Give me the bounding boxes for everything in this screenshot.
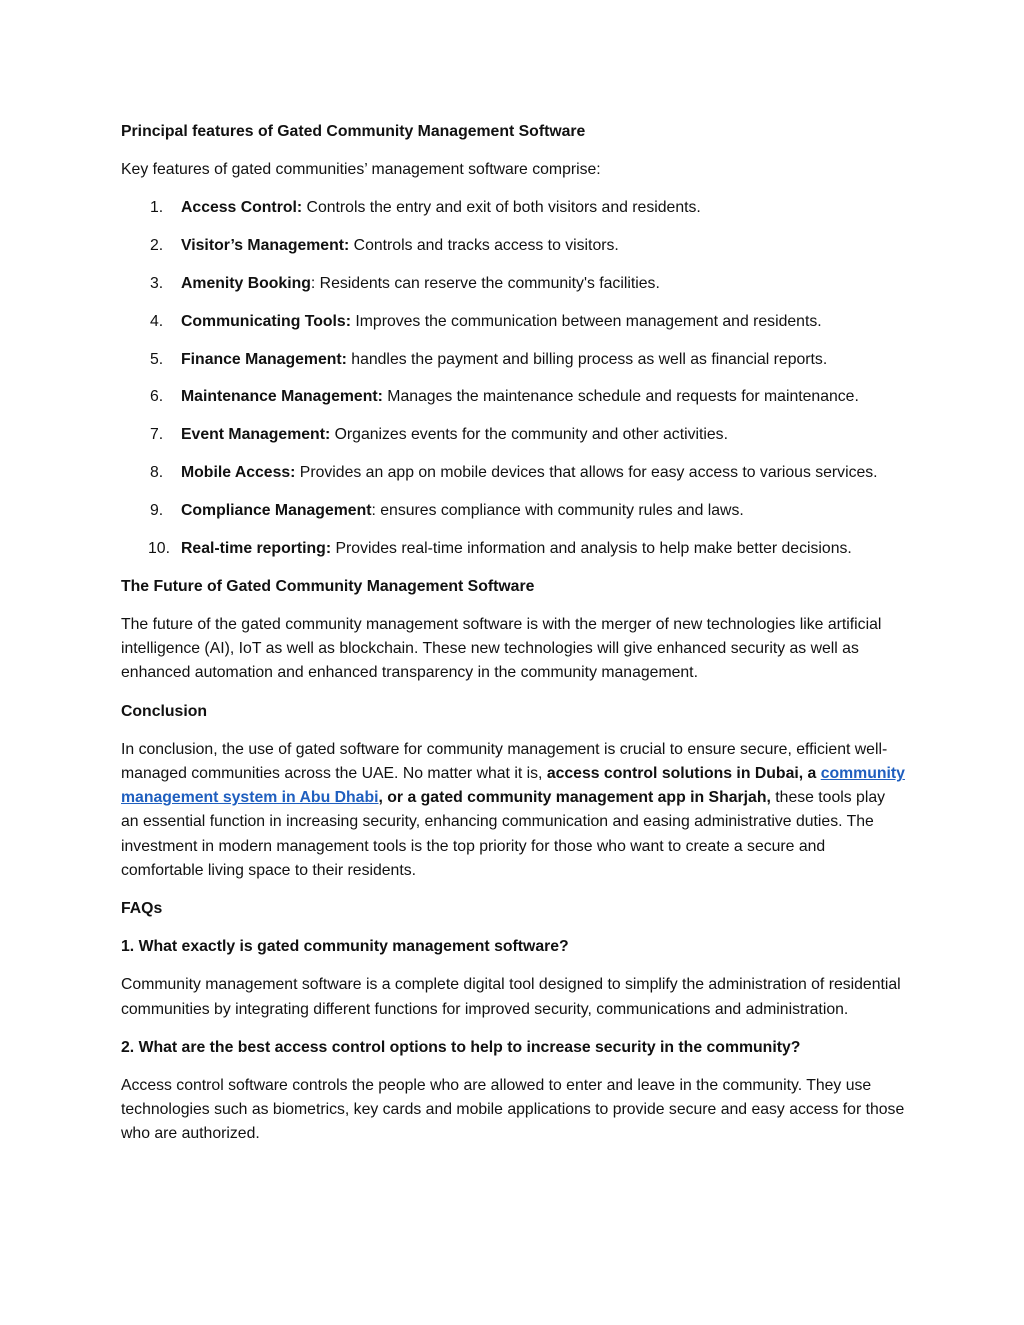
list-number: 3. bbox=[150, 275, 164, 292]
section-heading-conclusion: Conclusion bbox=[121, 702, 208, 720]
list-number: 7. bbox=[150, 426, 164, 444]
list-item bbox=[121, 461, 906, 485]
list-item bbox=[121, 196, 906, 220]
feature-desc: : Residents can reserve the community's facilities. bbox=[310, 275, 660, 292]
faq-answer-1: Community management software is a complete digital tool designed to simplify the administration of residential communities by integrating different functions for improved security, communications and administration. bbox=[121, 976, 901, 1018]
feature-desc: Manages the maintenance schedule and requests for maintenance. bbox=[382, 388, 859, 406]
list-number: 6. bbox=[150, 388, 164, 406]
feature-desc: Controls the entry and exit of both visitors and residents. bbox=[302, 199, 701, 217]
faq-question-1: 1. What exactly is gated community management software? bbox=[121, 938, 569, 956]
list-number: 1. bbox=[150, 199, 164, 217]
conclusion-paragraph bbox=[121, 738, 906, 883]
feature-desc: Improves the communication between management and residents. bbox=[350, 312, 822, 330]
section-heading-features: Principal features of Gated Community Management Software bbox=[121, 123, 586, 140]
community-management-link[interactable]: community management system in Abu Dhabi bbox=[121, 765, 905, 807]
feature-term: Visitor’s Management: bbox=[181, 237, 350, 255]
feature-desc: Controls and tracks access to visitors. bbox=[349, 237, 619, 255]
feature-term: Compliance Management bbox=[181, 501, 372, 519]
list-number: 10. bbox=[148, 539, 170, 557]
list-item bbox=[121, 272, 906, 296]
feature-desc: : ensures compliance with community rules and laws. bbox=[371, 501, 744, 519]
faq-question-2: 2. What are the best access control options to help to increase security in the community? bbox=[121, 1038, 801, 1056]
feature-desc: Organizes events for the community and other activities. bbox=[330, 426, 728, 444]
list-number: 5. bbox=[150, 350, 164, 368]
conclusion-bold-end: , or a gated community management app in Sharjah, bbox=[378, 789, 771, 807]
conclusion-text-start: In conclusion, the use of gated software for community management is crucial to ensure secure, efficient well-managed communities across the UAE. No matter what it is, bbox=[121, 740, 888, 782]
feature-term: Access Control: bbox=[181, 199, 303, 217]
feature-desc: handles the payment and billing process as well as financial reports. bbox=[346, 350, 828, 368]
features-intro: Key features of gated communities’ management software comprise: bbox=[121, 161, 601, 179]
feature-term: Finance Management: bbox=[181, 350, 347, 368]
list-item bbox=[121, 385, 906, 409]
conclusion-text-end: these tools play an essential function in increasing security, enhancing communication and easing administrative duties. The investment in modern management tools is the top priority for those who want to create a secure and comfortable living space to their residents. bbox=[121, 789, 886, 879]
feature-term: Amenity Booking bbox=[181, 275, 311, 292]
feature-term: Event Management: bbox=[181, 426, 331, 444]
faq-answer-2: Access control software controls the people who are allowed to enter and leave in the community. They use technologies such as biometrics, key cards and mobile applications to provide secure and easy access for those who are authorized. bbox=[121, 1077, 905, 1143]
feature-term: Mobile Access: bbox=[181, 463, 296, 481]
list-item bbox=[121, 310, 906, 334]
list-number: 4. bbox=[150, 312, 164, 330]
list-number: 8. bbox=[150, 463, 164, 481]
list-item bbox=[121, 499, 906, 523]
list-item bbox=[121, 537, 906, 561]
features-list bbox=[121, 196, 906, 560]
list-item bbox=[121, 348, 906, 372]
list-number: 9. bbox=[150, 501, 164, 519]
section-heading-future: The Future of Gated Community Management Software bbox=[121, 577, 535, 595]
list-number: 2. bbox=[150, 237, 164, 255]
feature-desc: Provides an app on mobile devices that allows for easy access to various services. bbox=[295, 463, 878, 481]
feature-term: Real-time reporting: bbox=[181, 539, 332, 557]
feature-term: Maintenance Management: bbox=[181, 388, 383, 406]
feature-desc: Provides real-time information and analysis to help make better decisions. bbox=[331, 539, 852, 557]
list-item bbox=[121, 423, 906, 447]
section-heading-faqs: FAQs bbox=[121, 900, 163, 918]
feature-term: Communicating Tools: bbox=[181, 312, 351, 330]
conclusion-bold-start: access control solutions in Dubai, a bbox=[546, 765, 821, 782]
future-paragraph: The future of the gated community management software is with the merger of new technologies like artificial intelligence (AI), IoT as well as blockchain. These new technologies will give enhanced security as well as enhanced automation and enhanced transparency in the community management. bbox=[121, 615, 882, 682]
list-item bbox=[121, 234, 906, 258]
